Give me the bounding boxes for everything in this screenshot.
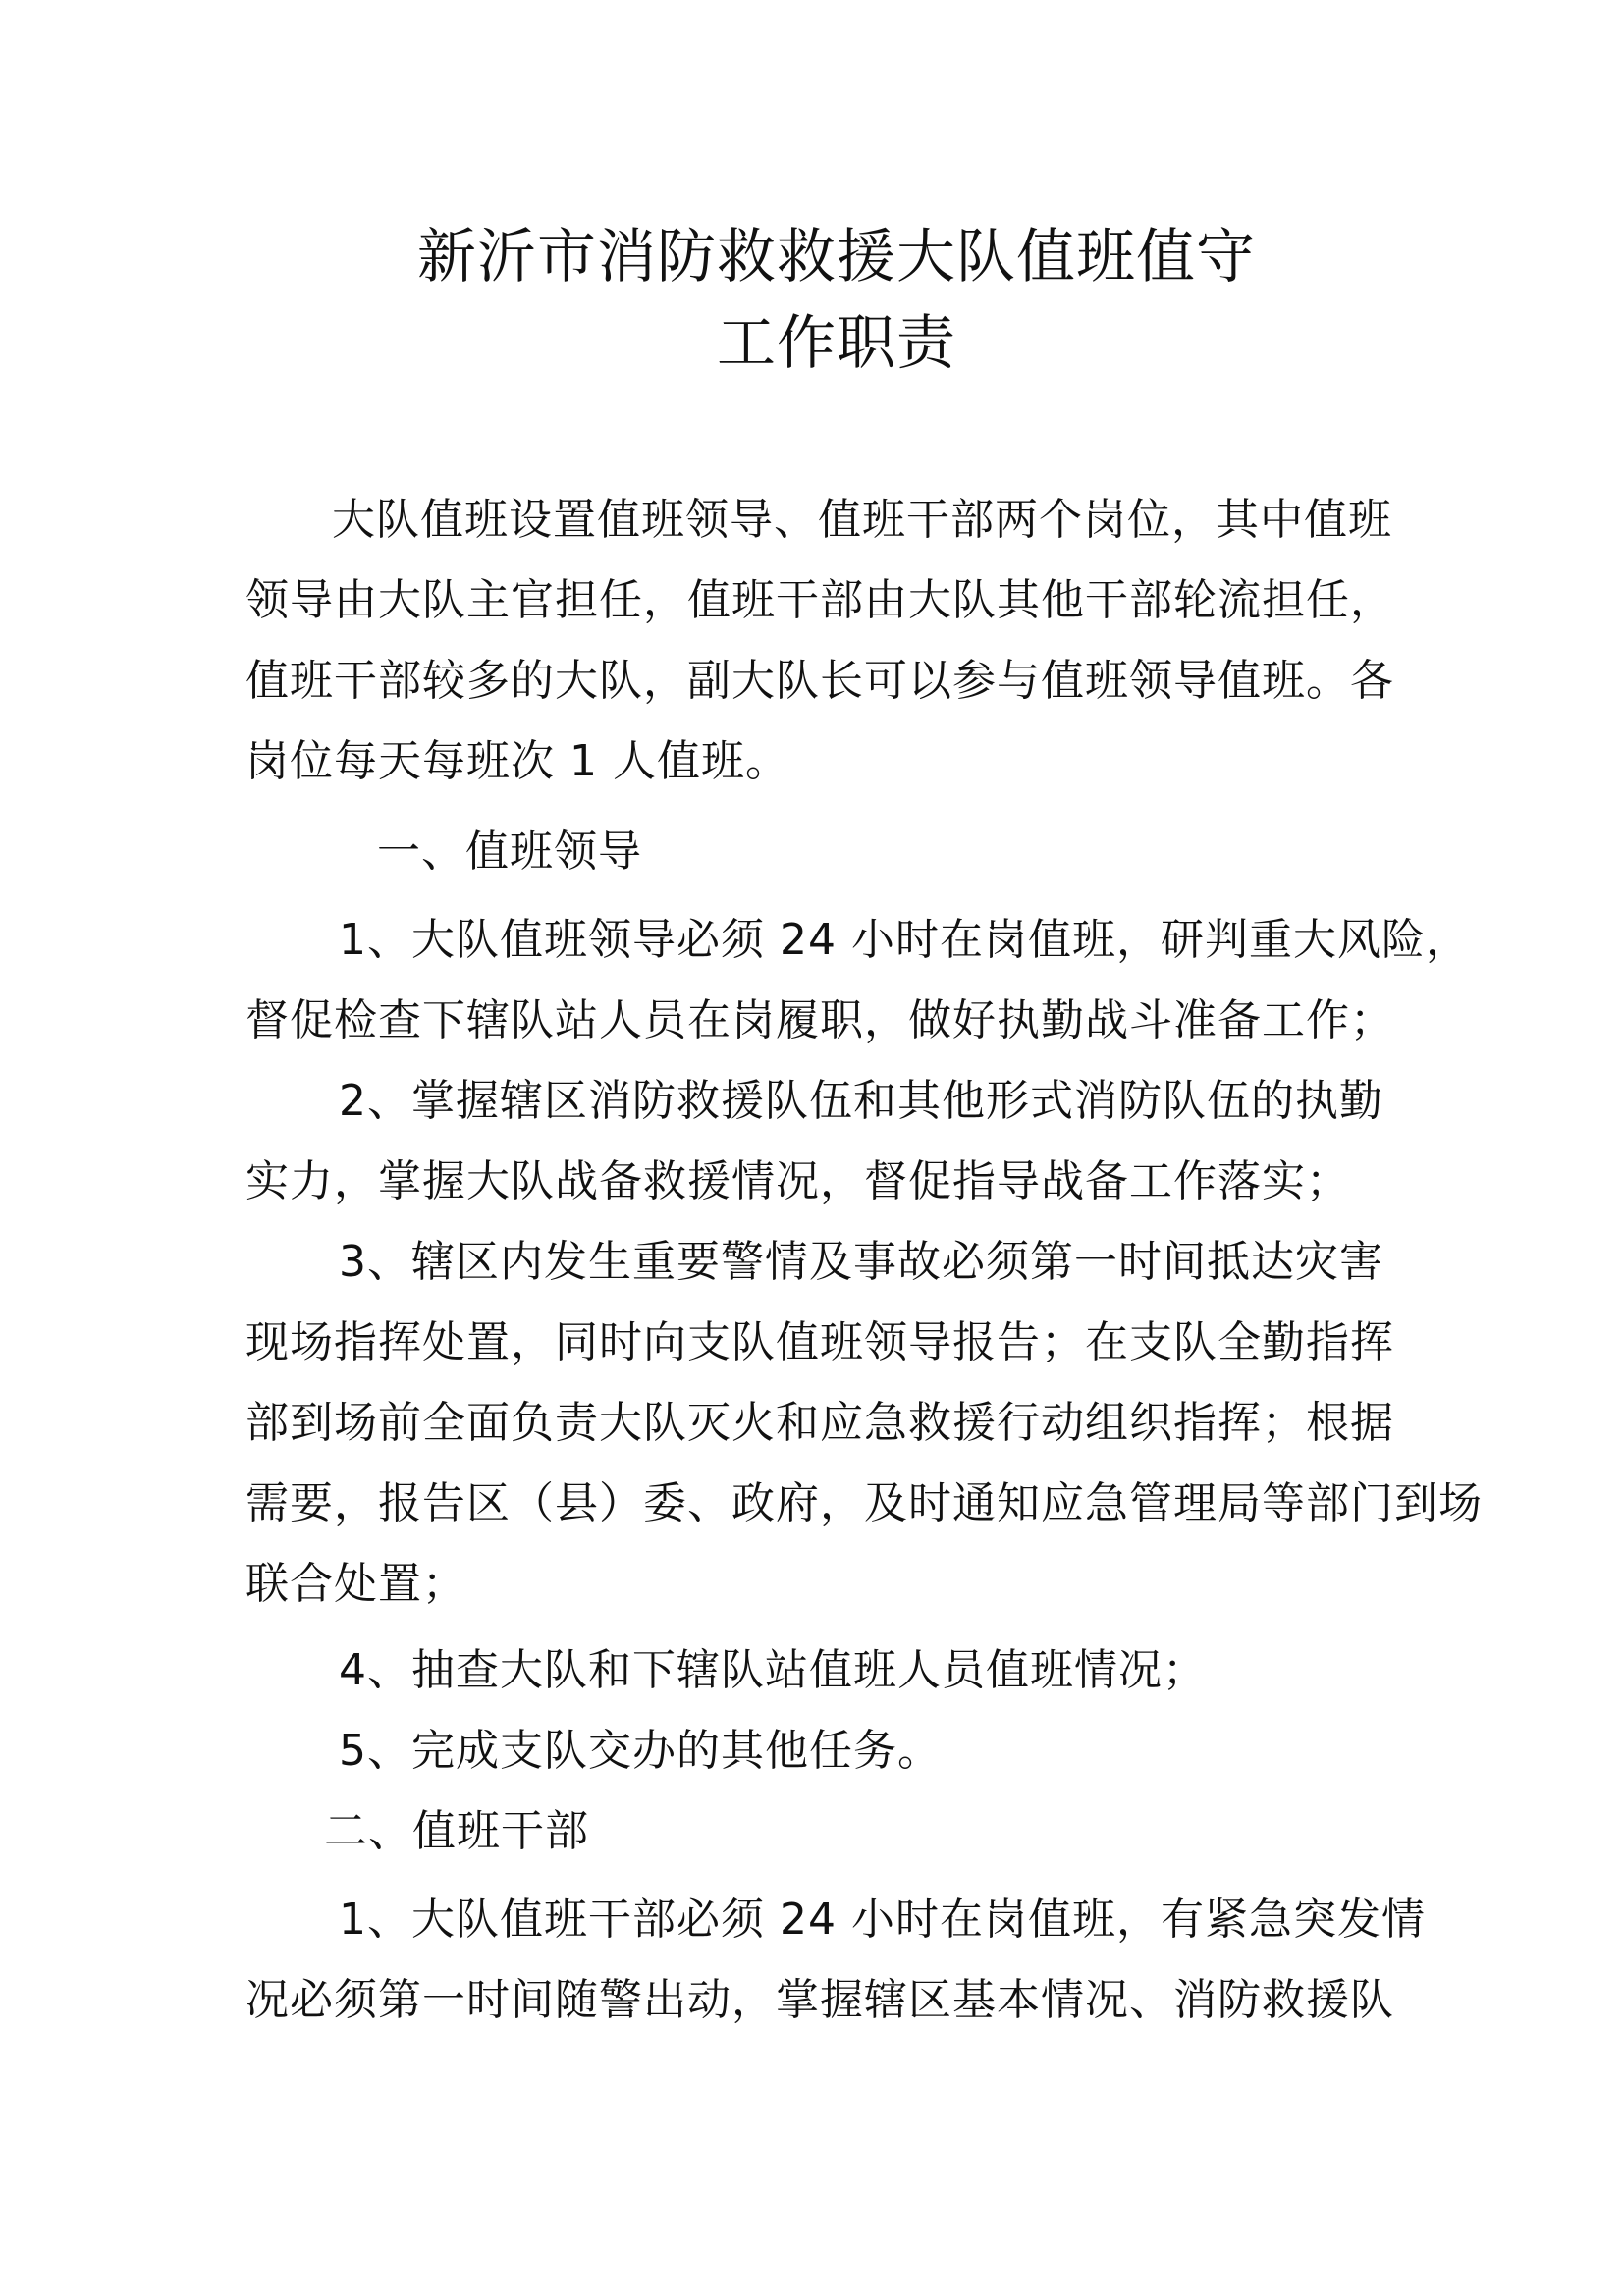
- intro-line-1: 大队值班设置值班领导、值班干部两个岗位，其中值班: [332, 495, 1392, 545]
- section2-heading: 二、值班干部: [324, 1806, 589, 1856]
- document-title-line-2: 工作职责: [717, 309, 956, 378]
- section1-item-line: 需要，报告区（县）委、政府，及时通知应急管理局等部门到场: [245, 1478, 1483, 1528]
- section1-item-line: 部到场前全面负责大队灭火和应急救援行动组织指挥；根据: [245, 1398, 1394, 1448]
- section1-item-line: 现场指挥处置，同时向支队值班领导报告；在支队全勤指挥: [245, 1317, 1394, 1367]
- intro-line-3: 值班干部较多的大队，副大队长可以参与值班领导值班。各: [245, 656, 1394, 706]
- section1-item-line: 2、掌握辖区消防救援队伍和其他形式消防队伍的执勤: [339, 1076, 1383, 1126]
- section2-item-line: 况必须第一时间随警出动，掌握辖区基本情况、消防救援队: [245, 1975, 1394, 2025]
- section1-item-line: 督促检查下辖队站人员在岗履职，做好执勤战斗准备工作；: [245, 995, 1394, 1045]
- section1-item-line: 联合处置；: [245, 1559, 466, 1609]
- section1-heading: 一、值班领导: [377, 827, 642, 877]
- intro-line-4: 岗位每天每班次 1 人值班。: [245, 736, 789, 786]
- section1-item-line: 4、抽查大队和下辖队站值班人员值班情况；: [339, 1645, 1207, 1695]
- intro-line-2: 领导由大队主官担任，值班干部由大队其他干部轮流担任，: [245, 575, 1394, 625]
- section1-item-line: 实力，掌握大队战备救援情况，督促指导战备工作落实；: [245, 1156, 1350, 1206]
- section1-item-line: 1、大队值班领导必须 24 小时在岗值班，研判重大风险，: [339, 915, 1470, 965]
- section2-item-line: 1、大队值班干部必须 24 小时在岗值班，有紧急突发情: [339, 1895, 1426, 1945]
- section1-item-line: 5、完成支队交办的其他任务。: [339, 1726, 942, 1776]
- section1-item-line: 3、辖区内发生重要警情及事故必须第一时间抵达灾害: [339, 1237, 1383, 1287]
- document-title-line-1: 新沂市消防救救援大队值班值守: [417, 223, 1256, 292]
